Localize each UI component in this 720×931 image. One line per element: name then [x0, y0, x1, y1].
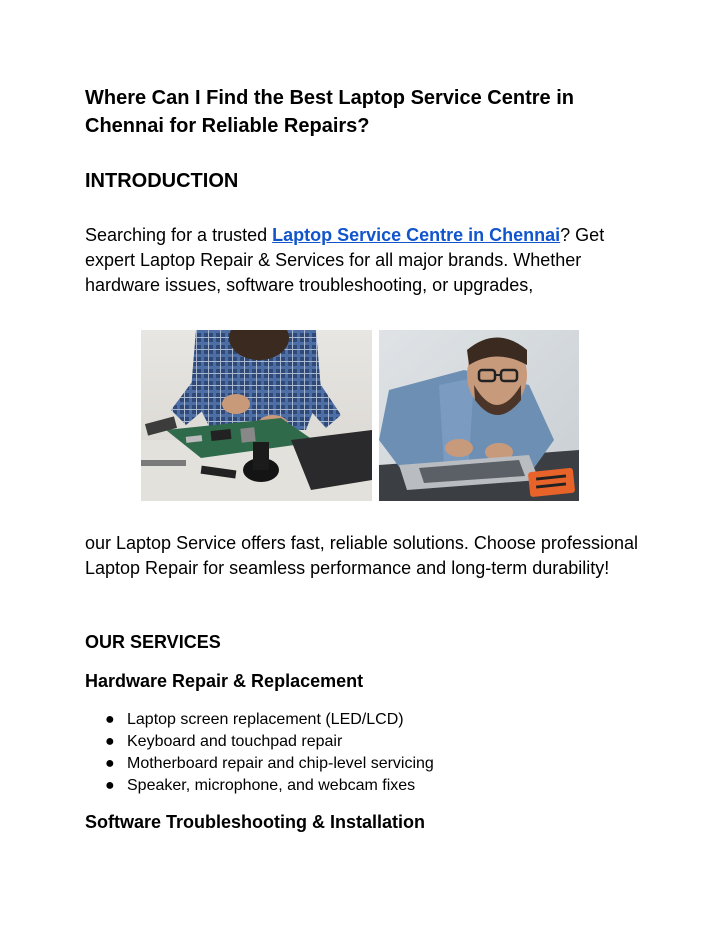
- intro-text-after-link: ? Get expert Laptop Repair & Services for all major brands. Whether hardware issues, software troubleshooting, or upgrades,: [85, 225, 605, 295]
- list-item: [105, 753, 434, 775]
- bullet-icon: ●: [105, 711, 115, 728]
- hardware-repair-heading: Hardware Repair & Replacement: [85, 671, 364, 691]
- intro-paragraph: [85, 223, 645, 298]
- list-item-text: Motherboard repair and chip-level servicing: [127, 755, 434, 772]
- hardware-services-list: [105, 709, 434, 797]
- bullet-icon: ●: [105, 777, 115, 794]
- list-item-text: Keyboard and touchpad repair: [127, 733, 343, 750]
- intro-text-before-link: Searching for a trusted: [85, 225, 273, 245]
- page-title: Where Can I Find the Best Laptop Service Centre in Chennai for Reliable Repairs?: [85, 87, 574, 137]
- list-item: [105, 709, 434, 731]
- continuation-paragraph: our Laptop Service offers fast, reliable solutions. Choose professional Laptop Repair for seamless performance and long-term durability!: [85, 533, 638, 578]
- technician-motherboard-photo: [141, 330, 372, 501]
- laptop-service-centre-link[interactable]: Laptop Service Centre in Chennai: [272, 225, 561, 245]
- list-item-text: Laptop screen replacement (LED/LCD): [127, 711, 404, 728]
- photo-row: [141, 330, 581, 501]
- bullet-icon: ●: [105, 733, 115, 750]
- technician-glasses-photo: [379, 330, 579, 501]
- list-item-text: Speaker, microphone, and webcam fixes: [127, 777, 416, 794]
- list-item: [105, 775, 434, 797]
- bullet-icon: ●: [105, 755, 115, 772]
- list-item: [105, 731, 434, 753]
- software-troubleshooting-heading: Software Troubleshooting & Installation: [85, 812, 426, 832]
- our-services-heading: OUR SERVICES: [85, 632, 221, 652]
- introduction-heading: INTRODUCTION: [85, 170, 239, 192]
